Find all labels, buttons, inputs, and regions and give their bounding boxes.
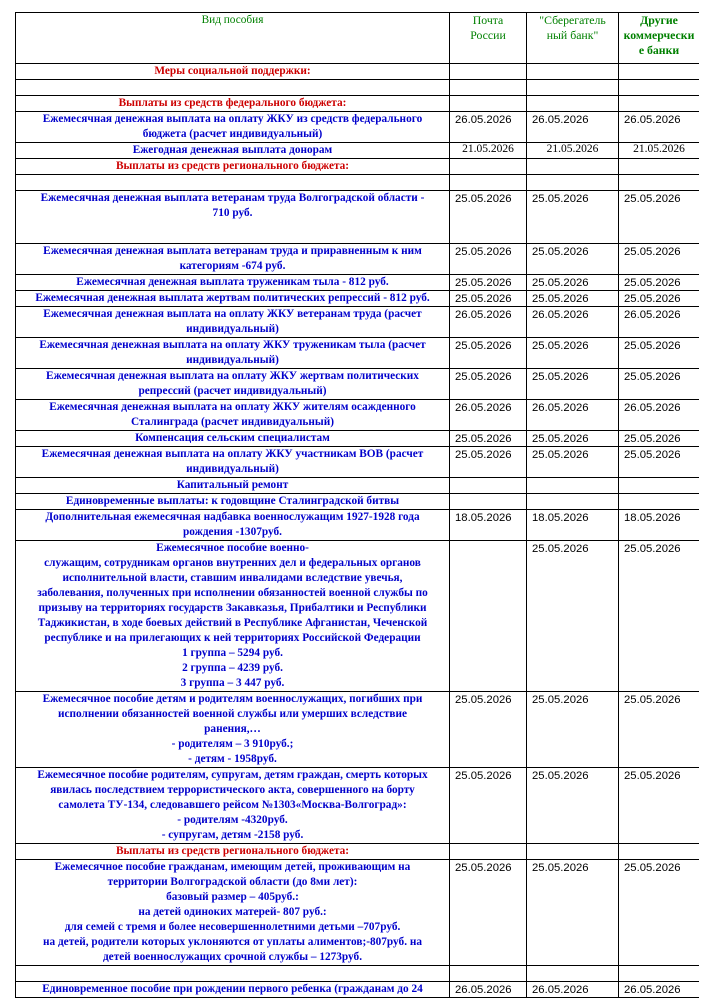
header-row (16, 13, 700, 64)
date-other (619, 159, 700, 175)
benefit-description (16, 541, 450, 692)
description-line: заболевания, полученных при исполнении обязанностей военной службы по (37, 587, 428, 599)
header-post: Почта России (450, 13, 527, 64)
date-sber: 25.05.2026 (527, 431, 619, 447)
description-line: самолета ТУ-134, следовавшего рейсом №1303«Москва-Волгоград»: (58, 799, 407, 811)
description-line: служащим, сотрудникам органов внутренних дел и федеральных органов (44, 557, 421, 569)
table-row (16, 338, 700, 369)
description-line: Единовременное пособие при рождении первого ребенка (гражданам до 24 (42, 983, 423, 995)
date-other (619, 494, 700, 510)
date-other: 25.05.2026 (619, 291, 700, 307)
date-sber: 25.05.2026 (527, 447, 619, 478)
table-row (16, 541, 700, 692)
description-line: репрессий (расчет индивидуальный) (138, 385, 327, 397)
date-other: 26.05.2026 (619, 112, 700, 143)
benefit-description (16, 143, 450, 159)
description-line: 1 группа – 5294 руб. (182, 647, 283, 659)
table-row (16, 510, 700, 541)
date-sber: 26.05.2026 (527, 982, 619, 998)
description-line: Дополнительная ежемесячная надбавка военнослужащим 1927-1928 года (45, 511, 420, 523)
table-row (16, 244, 700, 275)
table-row (16, 191, 700, 244)
date-post (450, 159, 527, 175)
description-line: 3 группа – 3 447 руб. (180, 677, 285, 689)
benefit-description (16, 175, 450, 191)
description-line: Ежемесячная денежная выплата на оплату ЖКУ жертвам политических (46, 370, 419, 382)
date-other: 18.05.2026 (619, 510, 700, 541)
date-sber: 26.05.2026 (527, 307, 619, 338)
table-row (16, 64, 700, 80)
benefit-description (16, 96, 450, 112)
table-row (16, 844, 700, 860)
date-sber: 18.05.2026 (527, 510, 619, 541)
benefit-description (16, 966, 450, 982)
date-other (619, 64, 700, 80)
date-sber: 21.05.2026 (527, 143, 619, 159)
date-other: 25.05.2026 (619, 768, 700, 844)
description-line: на детей одиноких матерей- 807 руб.: (138, 906, 327, 918)
description-line: республике и на прилегающих к ней территориях Российской Федерации (44, 632, 421, 644)
benefit-description (16, 291, 450, 307)
benefit-description (16, 400, 450, 431)
description-line: исполнительной власти, ставшим инвалидами вследствие увечья, (62, 572, 403, 584)
date-post (450, 96, 527, 112)
date-other: 25.05.2026 (619, 860, 700, 966)
date-other: 25.05.2026 (619, 191, 700, 244)
table-row (16, 768, 700, 844)
date-sber: 26.05.2026 (527, 112, 619, 143)
description-line: Ежегодная денежная выплата донорам (132, 144, 333, 156)
benefit-description (16, 307, 450, 338)
date-post: 25.05.2026 (450, 431, 527, 447)
description-line: Ежемесячное пособие детям и родителям военнослужащих, погибших при (42, 693, 423, 705)
description-line: Выплаты из средств регионального бюджета: (115, 845, 350, 857)
table-row (16, 431, 700, 447)
benefit-description (16, 494, 450, 510)
description-line: категориям -674 руб. (179, 260, 286, 272)
date-other: 25.05.2026 (619, 369, 700, 400)
date-post: 25.05.2026 (450, 692, 527, 768)
date-sber: 25.05.2026 (527, 692, 619, 768)
description-line: Ежемесячная денежная выплата на оплату ЖКУ из средств федерального (42, 113, 423, 125)
table-row (16, 369, 700, 400)
date-other: 21.05.2026 (619, 143, 700, 159)
date-sber (527, 96, 619, 112)
description-line: Ежемесячная денежная выплата на оплату ЖКУ труженикам тыла (расчет (39, 339, 426, 351)
date-other: 25.05.2026 (619, 244, 700, 275)
table-row (16, 143, 700, 159)
description-line: Ежемесячная денежная выплата на оплату ЖКУ ветеранам труда (расчет (43, 308, 422, 320)
date-post (450, 64, 527, 80)
table-row (16, 96, 700, 112)
benefit-description (16, 64, 450, 80)
date-post: 25.05.2026 (450, 369, 527, 400)
description-line: территории Волгоградской области (до 8ми лет): (107, 876, 358, 888)
benefit-description (16, 275, 450, 291)
benefits-schedule (15, 12, 699, 998)
date-post (450, 966, 527, 982)
table-row (16, 112, 700, 143)
table-row (16, 494, 700, 510)
description-line (20, 80, 445, 95)
date-sber (527, 64, 619, 80)
description-line: Выплаты из средств регионального бюджета: (115, 160, 350, 172)
date-post: 25.05.2026 (450, 191, 527, 244)
date-other: 26.05.2026 (619, 982, 700, 998)
benefit-description (16, 80, 450, 96)
description-line: - супругам, детям -2158 руб. (161, 829, 304, 841)
description-line: Ежемесячное пособие родителям, супругам, детям граждан, смерть которых (37, 769, 428, 781)
date-other: 25.05.2026 (619, 431, 700, 447)
date-sber (527, 966, 619, 982)
date-sber: 25.05.2026 (527, 860, 619, 966)
description-line: Ежемесячное пособие гражданам, имеющим детей, проживающим на (54, 861, 411, 873)
table-row (16, 275, 700, 291)
date-sber (527, 844, 619, 860)
date-sber (527, 478, 619, 494)
description-line: индивидуальный) (186, 354, 279, 366)
date-post: 25.05.2026 (450, 275, 527, 291)
description-line: индивидуальный) (186, 323, 279, 335)
description-line: Меры социальной поддержки: (154, 65, 311, 77)
date-post (450, 494, 527, 510)
table-row (16, 291, 700, 307)
date-other (619, 175, 700, 191)
benefit-description (16, 159, 450, 175)
date-other (619, 966, 700, 982)
date-post (450, 175, 527, 191)
benefit-description (16, 478, 450, 494)
header-benefit-type: Вид пособия (16, 13, 450, 64)
benefit-description (16, 191, 450, 244)
description-line: для семей с тремя и более несовершеннолетними детьми –707руб. (64, 921, 401, 933)
benefit-description (16, 768, 450, 844)
benefit-description (16, 982, 450, 998)
date-sber: 25.05.2026 (527, 768, 619, 844)
date-other (619, 478, 700, 494)
date-post: 25.05.2026 (450, 447, 527, 478)
benefit-description (16, 431, 450, 447)
date-other: 26.05.2026 (619, 307, 700, 338)
benefit-description (16, 112, 450, 143)
description-line: на детей, родители которых уклоняются от уплаты алиментов;-807руб. на (42, 936, 423, 948)
date-post: 26.05.2026 (450, 982, 527, 998)
benefit-description (16, 844, 450, 860)
date-other: 26.05.2026 (619, 400, 700, 431)
description-line: Единовременные выплаты: к годовщине Сталинградской битвы (65, 495, 400, 507)
date-other: 25.05.2026 (619, 275, 700, 291)
description-line: ранения,… (204, 723, 261, 735)
date-post (450, 80, 527, 96)
date-sber: 25.05.2026 (527, 191, 619, 244)
date-other: 25.05.2026 (619, 541, 700, 692)
date-other (619, 80, 700, 96)
description-line: Ежемесячная денежная выплата ветеранам труда и приравненным к ним (43, 245, 422, 257)
description-line: - родителям -4320руб. (177, 814, 288, 826)
date-sber: 25.05.2026 (527, 338, 619, 369)
benefit-description (16, 510, 450, 541)
date-post: 25.05.2026 (450, 338, 527, 369)
description-line: Таджикистан, в ходе боевых действий в Республике Афганистан, Чеченской (37, 617, 428, 629)
payment-table (15, 12, 699, 998)
description-line: Ежемесячная денежная выплата жертвам политических репрессий - 812 руб. (35, 292, 430, 304)
benefit-description (16, 244, 450, 275)
table-row (16, 860, 700, 966)
date-post: 26.05.2026 (450, 400, 527, 431)
table-row (16, 966, 700, 982)
header-other-banks: Другие коммерчески е банки (619, 13, 700, 64)
date-post (450, 478, 527, 494)
description-line: Капитальный ремонт (176, 479, 289, 491)
description-line: исполнении обязанностей военной службы или умерших вследствие (57, 708, 408, 720)
table-row (16, 80, 700, 96)
table-row (16, 447, 700, 478)
table-row (16, 159, 700, 175)
description-line: Ежемесячная денежная выплата на оплату ЖКУ участникам ВОВ (расчет (41, 448, 424, 460)
date-sber: 25.05.2026 (527, 369, 619, 400)
description-line: детей военнослужащих срочной службы – 1273руб. (102, 951, 363, 963)
date-other (619, 96, 700, 112)
header-sber: "Сберегатель ный банк" (527, 13, 619, 64)
table-row (16, 307, 700, 338)
description-line: Выплаты из средств федерального бюджета: (118, 97, 347, 109)
description-line: Сталинграда (расчет индивидуальный) (130, 416, 334, 428)
description-line: бюджета (расчет индивидуальный) (142, 128, 323, 140)
description-line: - родителям – 3 910руб.; (171, 738, 294, 750)
table-row (16, 400, 700, 431)
table-row (16, 175, 700, 191)
description-line: индивидуальный) (186, 463, 279, 475)
description-line: 710 руб. (212, 207, 253, 219)
benefit-description (16, 447, 450, 478)
date-post: 18.05.2026 (450, 510, 527, 541)
description-line: Ежемесячное пособие военно- (156, 542, 309, 554)
date-sber: 25.05.2026 (527, 541, 619, 692)
date-post: 25.05.2026 (450, 860, 527, 966)
table-body (16, 64, 700, 998)
table-row (16, 478, 700, 494)
benefit-description (16, 369, 450, 400)
date-sber: 25.05.2026 (527, 291, 619, 307)
benefit-description (16, 692, 450, 768)
date-sber: 25.05.2026 (527, 244, 619, 275)
date-sber: 25.05.2026 (527, 275, 619, 291)
description-line (20, 966, 445, 981)
date-post: 26.05.2026 (450, 307, 527, 338)
date-other: 25.05.2026 (619, 338, 700, 369)
benefit-description (16, 860, 450, 966)
date-sber: 26.05.2026 (527, 400, 619, 431)
date-post: 21.05.2026 (450, 143, 527, 159)
description-line: Ежемесячная денежная выплата на оплату ЖКУ жителям осажденного (49, 401, 416, 413)
table-row (16, 692, 700, 768)
date-post: 25.05.2026 (450, 244, 527, 275)
benefit-description (16, 338, 450, 369)
date-post: 26.05.2026 (450, 112, 527, 143)
date-sber (527, 494, 619, 510)
description-line: Ежемесячная денежная выплата труженикам тыла - 812 руб. (76, 276, 389, 288)
date-sber (527, 175, 619, 191)
date-other (619, 844, 700, 860)
description-line: базовый размер – 405руб.: (166, 891, 299, 903)
date-sber (527, 159, 619, 175)
description-line (20, 175, 445, 190)
description-line: Компенсация сельским специалистам (135, 432, 330, 444)
date-other: 25.05.2026 (619, 447, 700, 478)
description-line: - детям - 1958руб. (188, 753, 277, 765)
date-sber (527, 80, 619, 96)
table-row (16, 982, 700, 998)
date-post: 25.05.2026 (450, 768, 527, 844)
date-post (450, 541, 527, 692)
description-line: Ежемесячная денежная выплата ветеранам труда Волгоградской области - (40, 192, 425, 204)
description-line: призыву на территориях государств Закавказья, Прибалтики и Республики (38, 602, 427, 614)
date-other: 25.05.2026 (619, 692, 700, 768)
description-line: 2 группа – 4239 руб. (182, 662, 283, 674)
date-post (450, 844, 527, 860)
date-post: 25.05.2026 (450, 291, 527, 307)
description-line: явилась последствием террористического акта, совершенного на борту (50, 784, 415, 796)
description-line: рождения -1307руб. (183, 526, 282, 538)
